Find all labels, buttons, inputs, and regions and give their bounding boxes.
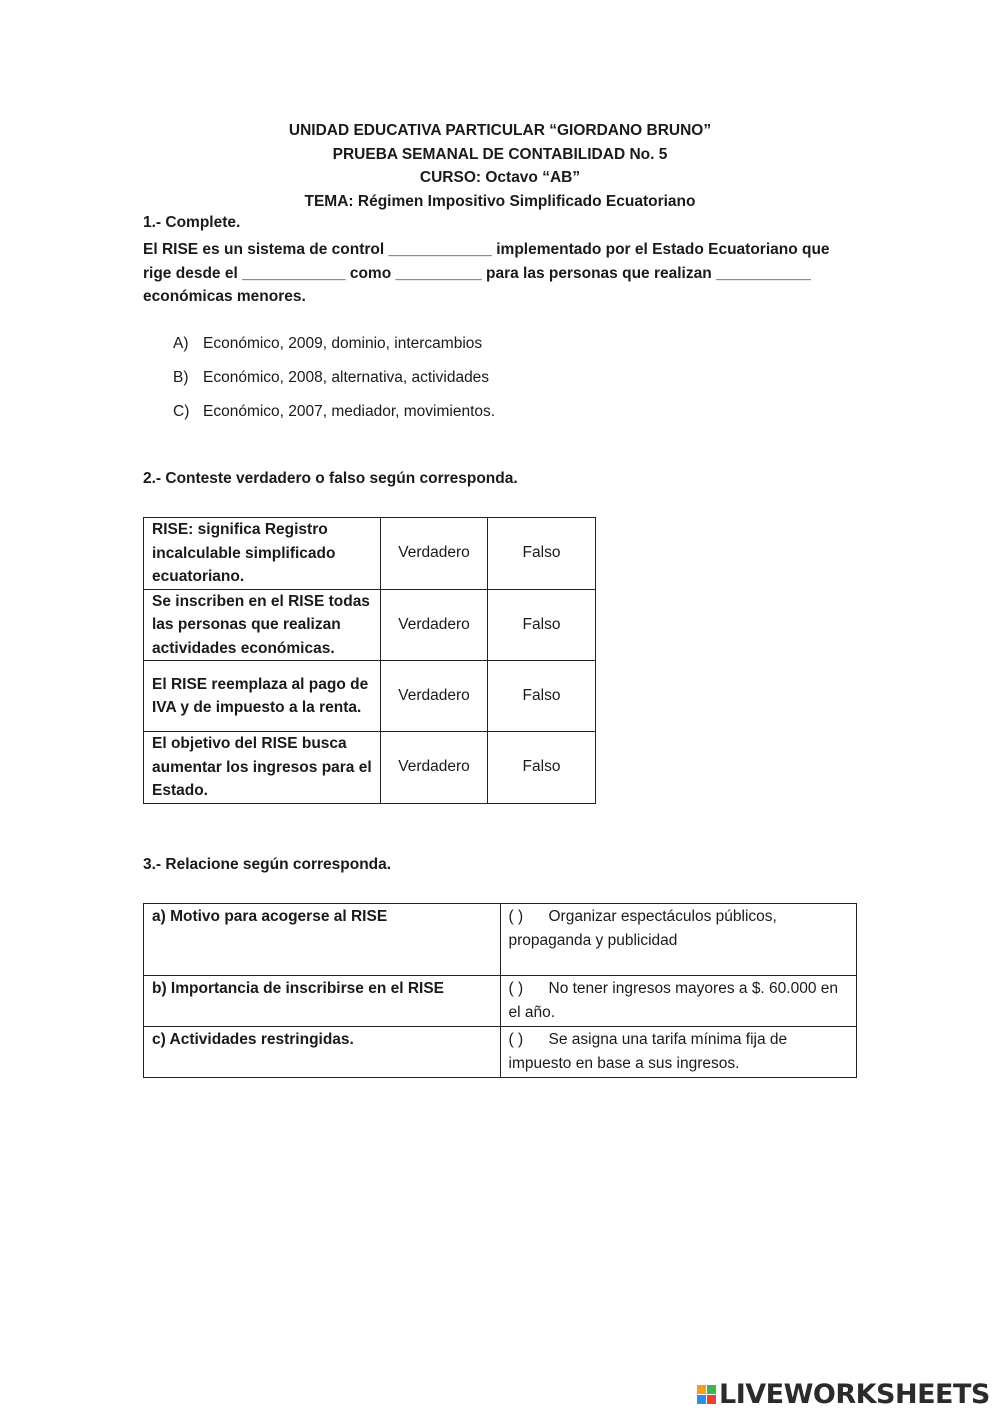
option-text: Económico, 2007, mediador, movimientos. <box>203 403 496 420</box>
test-title: PRUEBA SEMANAL DE CONTABILIDAD No. 5 <box>332 145 668 163</box>
question-1-text <box>143 238 863 309</box>
course-label: CURSO: Octavo “AB” <box>419 169 581 186</box>
statement-cell: Se inscriben en el RISE todas las personas que realizan actividades económicas. <box>144 589 381 661</box>
table-row <box>144 732 596 804</box>
logo-square <box>707 1395 716 1404</box>
statement-cell: El RISE reemplaza al pago de IVA y de impuesto a la renta. <box>144 661 381 732</box>
true-false-table <box>143 517 596 804</box>
table-row <box>144 661 596 732</box>
table-row <box>144 589 596 661</box>
matching-description <box>500 976 857 1027</box>
statement-cell: RISE: significa Registro incalculable simplificado ecuatoriano. <box>144 518 381 590</box>
answer-box[interactable]: ( ) <box>508 908 524 925</box>
false-option[interactable]: Falso <box>488 518 596 590</box>
matching-concept: c) Actividades restringidas. <box>144 1027 501 1078</box>
matching-concept: b) Importancia de inscribirse en el RISE <box>144 976 501 1027</box>
option-letter: C) <box>173 403 190 420</box>
option-letter: B) <box>173 369 189 386</box>
school-name: UNIDAD EDUCATIVA PARTICULAR “GIORDANO BRUNO” <box>288 122 712 139</box>
logo-square <box>697 1385 706 1394</box>
option-b[interactable] <box>173 368 495 402</box>
matching-table <box>143 903 857 1078</box>
option-text: Económico, 2009, dominio, intercambios <box>203 335 483 352</box>
topic-label: TEMA: Régimen Impositivo Simplificado Ecuatoriano <box>304 192 696 210</box>
logo-icon <box>697 1385 716 1404</box>
table-row <box>144 976 857 1027</box>
logo-square <box>697 1395 706 1404</box>
matching-concept: a) Motivo para acogerse al RISE <box>144 904 501 976</box>
description-text: Organizar espectáculos públicos, propaganda y publicidad <box>508 908 777 949</box>
logo-text: LIVEWORKSHEETS <box>719 1378 990 1410</box>
question-1-line-1: El RISE es un sistema de control ____________ implementado por el Estado Ecuatoriano que <box>143 241 830 258</box>
question-2-title: 2.- Conteste verdadero o falso según corresponda. <box>143 470 518 487</box>
true-option[interactable]: Verdadero <box>381 732 488 804</box>
answer-box[interactable]: ( ) <box>508 1031 524 1048</box>
question-3-title: 3.- Relacione según corresponda. <box>143 856 392 873</box>
false-option[interactable]: Falso <box>488 661 596 732</box>
liveworksheets-logo <box>697 1378 990 1410</box>
table-row <box>144 904 857 976</box>
option-c[interactable] <box>173 402 495 436</box>
option-letter: A) <box>173 335 189 352</box>
matching-description <box>500 904 857 976</box>
description-text: No tener ingresos mayores a $. 60.000 en el año. <box>508 980 839 1021</box>
true-option[interactable]: Verdadero <box>381 518 488 590</box>
question-1-options <box>173 334 495 436</box>
table-row <box>144 1027 857 1078</box>
option-a[interactable] <box>173 334 495 368</box>
false-option[interactable]: Falso <box>488 589 596 661</box>
statement-cell: El objetivo del RISE busca aumentar los ingresos para el Estado. <box>144 732 381 804</box>
true-option[interactable]: Verdadero <box>381 661 488 732</box>
matching-description <box>500 1027 857 1078</box>
true-option[interactable]: Verdadero <box>381 589 488 661</box>
table-row <box>144 518 596 590</box>
logo-square <box>707 1385 716 1394</box>
description-text: Se asigna una tarifa mínima fija de impuesto en base a sus ingresos. <box>508 1031 788 1072</box>
document-header <box>0 119 1000 213</box>
option-text: Económico, 2008, alternativa, actividades <box>203 369 490 386</box>
false-option[interactable]: Falso <box>488 732 596 804</box>
question-1-line-2: rige desde el ____________ como __________ para las personas que realizan ___________ <box>143 264 811 282</box>
question-1-line-3: económicas menores. <box>143 288 306 305</box>
answer-box[interactable]: ( ) <box>508 980 524 997</box>
question-1-title: 1.- Complete. <box>143 214 241 231</box>
